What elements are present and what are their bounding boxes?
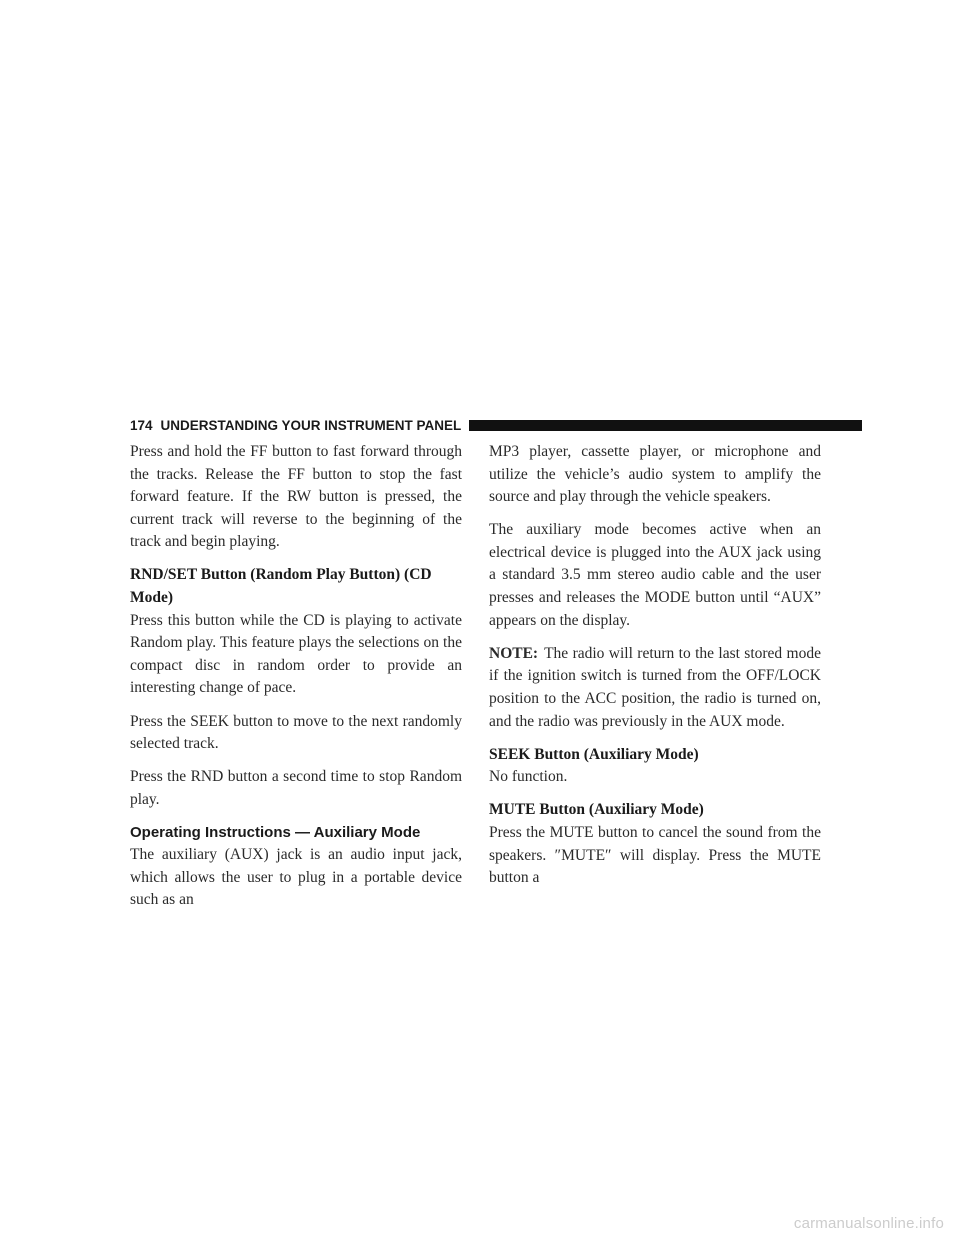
heading-seek-aux: SEEK Button (Auxiliary Mode) — [489, 745, 699, 763]
paragraph-ff-button: Press and hold the FF button to fast forward through the tracks. Release the FF button to stop the fast forward feature. If the RW button is pressed, the current track will reverse to the beginning of the track and begin playing. — [130, 443, 462, 551]
heading-rnd-set-button: RND/SET Button (Random Play Button) (CD Mode) — [130, 566, 432, 607]
heading-mute-aux: MUTE Button (Auxiliary Mode) — [489, 801, 704, 819]
paragraph-aux-active: The auxiliary mode becomes active when an electrical device is plugged into the AUX jack using a standard 3.5 mm stereo audio cable and the user presses and releases the MODE button until “AUX” appears on the display. — [489, 521, 821, 629]
section-title: UNDERSTANDING YOUR INSTRUMENT PANEL — [160, 417, 462, 433]
paragraph-stop-random: Press the RND button a second time to stop Random play. — [130, 768, 462, 808]
paragraph-random-play: Press this button while the CD is playing to activate Random play. This feature plays the selections on the compact disc in random order to provide an interesting change of pace. — [130, 611, 462, 697]
paragraph-seek-random: Press the SEEK button to move to the next randomly selected track. — [130, 712, 462, 753]
header-rule — [469, 420, 862, 431]
right-column — [489, 441, 821, 900]
left-column — [130, 441, 462, 922]
page-number: 174 — [130, 417, 153, 433]
note-paragraph — [489, 643, 821, 733]
heading-auxiliary-mode: Operating Instructions — Auxiliary Mode — [130, 823, 421, 841]
paragraph-mute-aux: Press the MUTE button to cancel the sound from the speakers. ″MUTE″ will display. Press the MUTE button a — [489, 823, 821, 887]
paragraph-aux-continued: MP3 player, cassette player, or microphone and utilize the vehicle’s audio system to amplify the source and play through the vehicle speakers. — [489, 443, 821, 506]
note-label: NOTE: — [489, 644, 539, 662]
paragraph-aux-jack: The auxiliary (AUX) jack is an audio input jack, which allows the user to plug in a portable device such as an — [130, 845, 462, 909]
paragraph-seek-aux: No function. — [489, 768, 568, 786]
page-header — [130, 417, 862, 433]
note-text: The radio will return to the last stored mode if the ignition switch is turned from the OFF/LOCK position to the ACC position, the radio is turned on, and the radio was previously in the AUX mode. — [489, 644, 821, 730]
site-watermark: carmanualsonline.info — [793, 1215, 944, 1232]
